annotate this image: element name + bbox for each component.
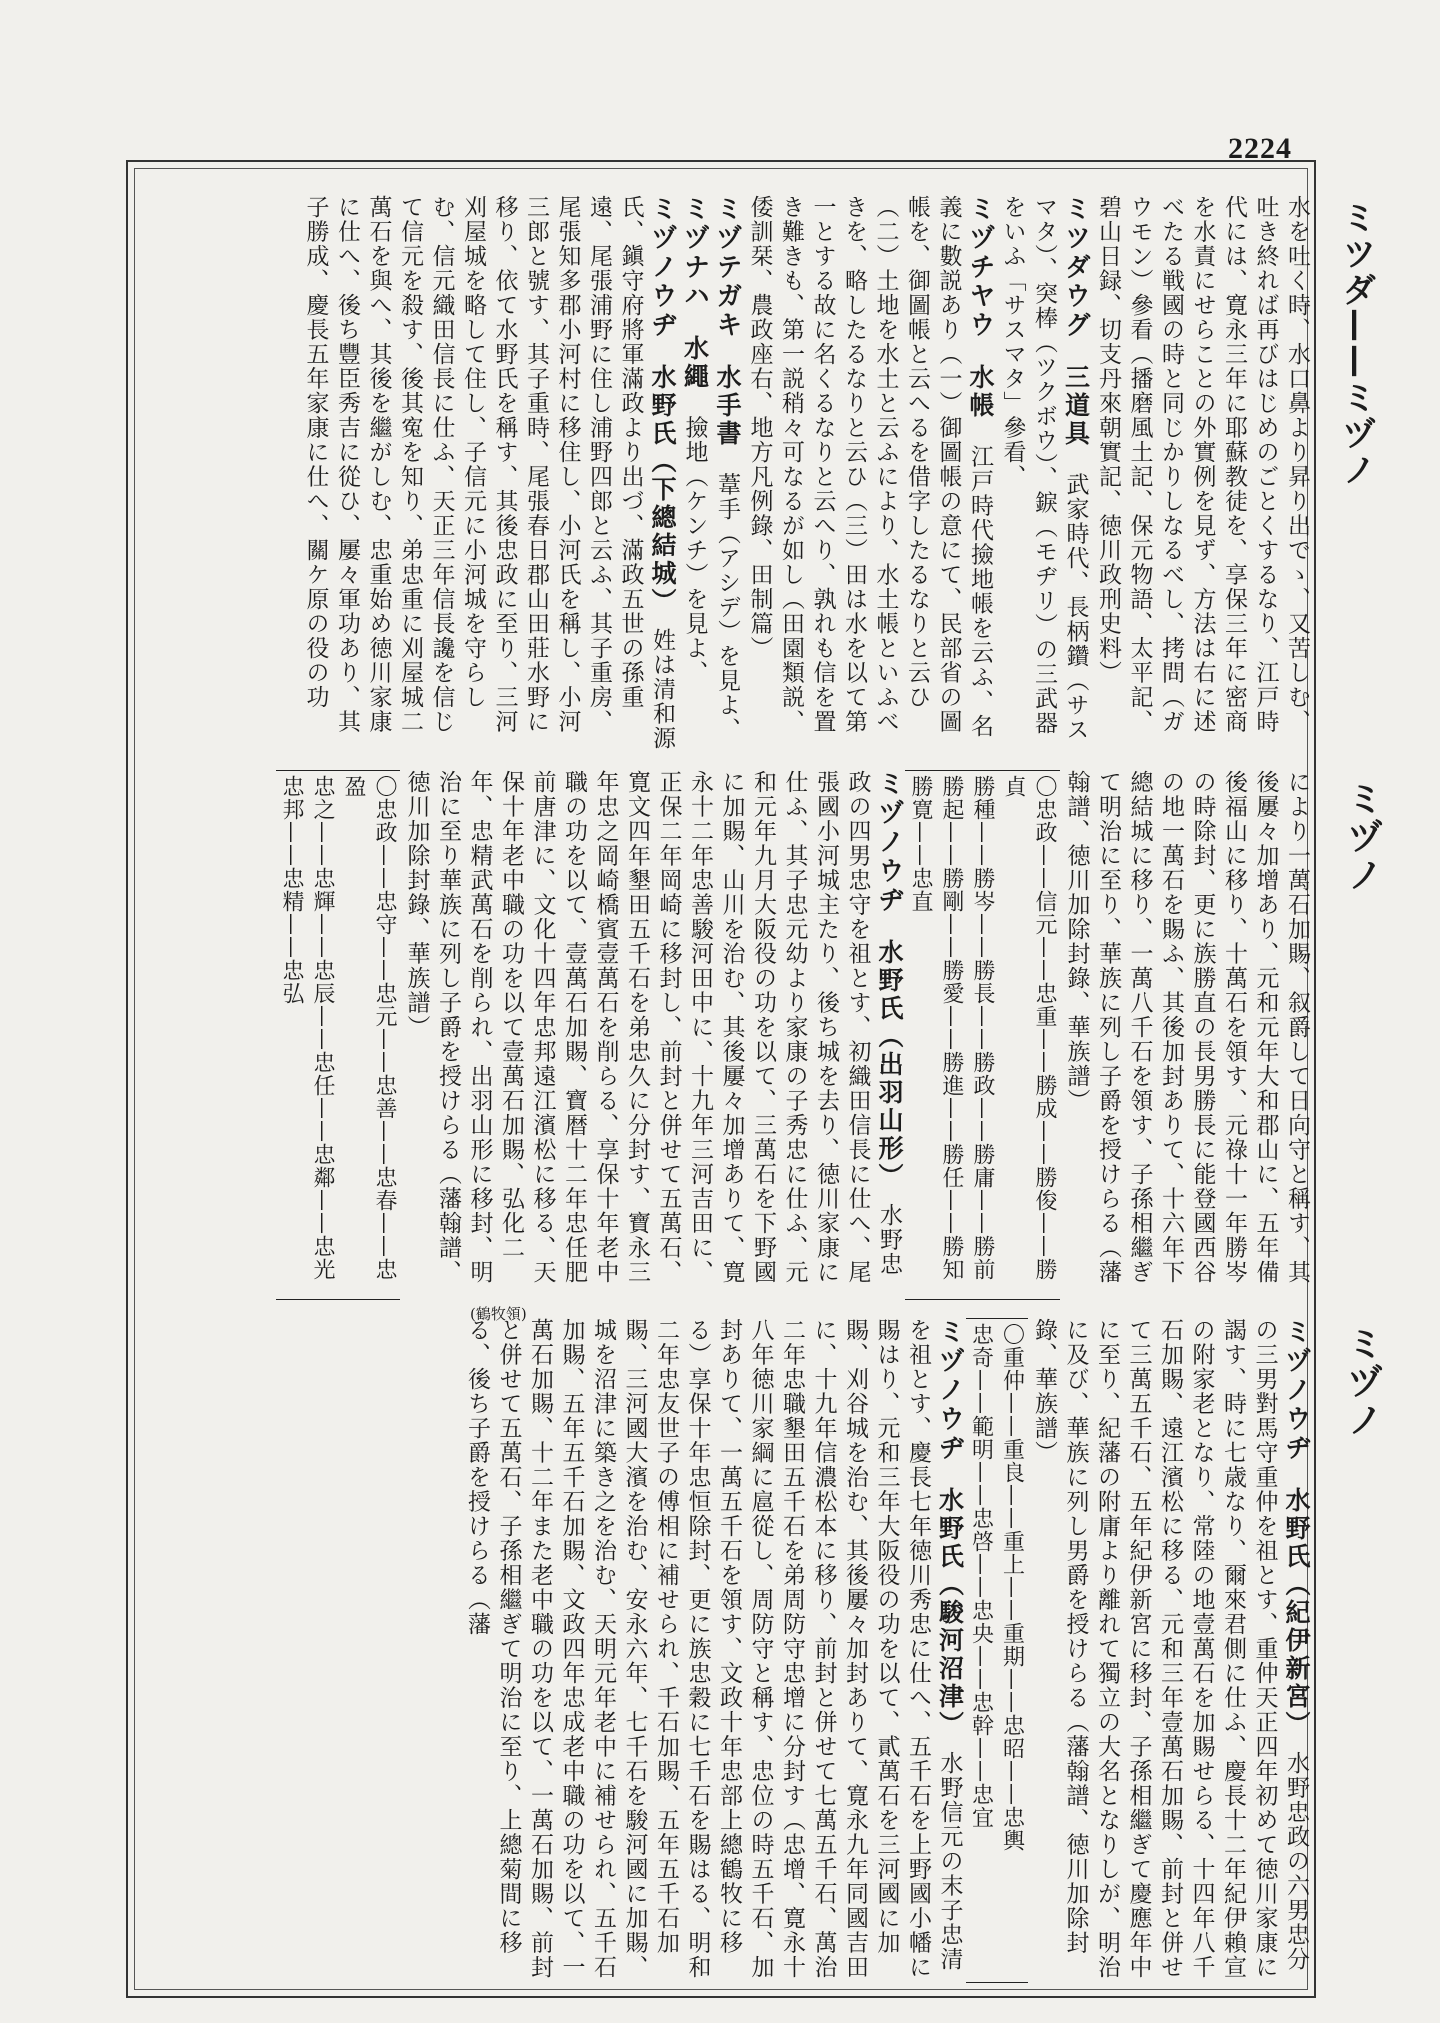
genealogy-line: 勝起——勝剛——勝愛——勝進——勝任——勝知 xyxy=(939,775,964,1281)
header-top-right: ミツダ——ミヅノ xyxy=(1336,200,1376,488)
entry-title: ミヅノウヂ xyxy=(874,770,904,915)
header-bottom-right: ミヅノ xyxy=(1342,1325,1383,1439)
entry-kanji: 水帳 xyxy=(966,364,995,420)
entry-title: ミヅノウヂ xyxy=(647,195,677,340)
genealogy-yamagata xyxy=(276,770,400,1300)
entry-kanji: 水野氏（駿河沼津） xyxy=(935,1487,965,1727)
bottom-text-block xyxy=(272,1318,1312,1983)
page-number: 2224 xyxy=(1228,132,1292,165)
entry-text: 武家時代、長柄鑽（サスマタ）、突棒（ツクボウ）、錑（モヂリ）の三武器をいふ「サスマタ」參看、 xyxy=(999,195,1089,742)
entry-kanji: 水野氏（紀伊新宮） xyxy=(1282,1487,1311,1727)
entry-text: 水野信元の末子忠清を祖とす、慶長七年徳川秀忠に仕へ、五千石を上野國小幡に賜はり、元和三年大阪役の功を以て、貳萬石を三河國に加賜、刈谷城を治む、其後屢々加封ありて、寛永九年同國吉田に、十九年信濃松本に移り、前封と併せて七萬五千石、萬治二年忠職墾田五千石を弟周防守忠增に分封す（忠增、寛永十八年徳川家綱に扈從し、周防守と稱す、忠位の時五千石、加封ありて、一萬五千石を領す、文政十年忠部上總鶴牧に移る）享保十年忠恒除封、更に族忠穀に七千石を賜はる、明和二年忠友世子の傅相に補せられ、千石加賜、五年五千石加賜、三河國大濱を治む、安永六年、七千石を駿河國に加賜、城を沼津に築き之を治む、天明元年老中に補せられ、五千石加賜、五年五千石加賜、文政四年忠成老中職の功を以て、一萬石加賜、十二年また老中職の功を以て、一萬石加賜、前封と併せて五萬石、子孫相繼ぎて明治に至り、上總菊間に移る、後ち子爵を授けらる（藩 xyxy=(464,1318,963,1980)
entry-kanji: 水繩 xyxy=(680,335,710,391)
entry-mizunouji-numazu xyxy=(461,1318,966,1983)
entry-mizuchou xyxy=(743,195,996,755)
entry-text: 撿地（ケンチ）を見よ、 xyxy=(681,415,708,685)
genealogy-line: 忠邦——忠精——忠弘 xyxy=(279,775,304,1005)
entry-title: ミヅテガキ xyxy=(712,195,742,340)
entry-mizunouji-shingu xyxy=(1028,1318,1313,1983)
entry-text: 水野忠政の六男忠分の三男對馬守重仲を祖とす、重仲天正四年初めて徳川家康に謁す、時に七歳なり、爾來君側に仕ふ、慶長十二年紀伊賴宣の附家老となり、常陸の地壹萬石を加賜せらる、十四年八千石加賜、遠江濱松に移る、元和三年壹萬石加賜、前封と併せて三萬五千石、五年紀伊新宮に移封、子孫相繼ぎて慶應年中に至り、紀藩の附庸より離れて獨立の大名となりしが、明治に及び、華族に列し男爵を授けらる（藩翰譜、徳川加除封錄、華族譜） xyxy=(1031,1318,1309,1980)
genealogy-line: 〇忠政——信元——忠重——勝成——勝俊——勝貞 xyxy=(1001,775,1057,1281)
genealogy-line: 〇重仲——重良——重上——重期——忠昭——忠輿 xyxy=(999,1323,1025,1852)
margin-note: (鶴牧領) xyxy=(470,1305,527,1323)
entry-kanji: 水手書 xyxy=(713,364,742,448)
entry-text: 江戸時代撿地帳を云ふ、名義に數説あり（一）御圖帳の意にて、民部省の圖帳を、御圖帳と云へるを借字したるなりと云ひ（二）土地を水土と云ふにより、水土帳といふべきを、略したるなりと云ひ（三）田は水を以て第一とする故に名くるなりと云へり、孰れも信を置き難きも、第一説稍々可なるが如し（田園類説、倭訓栞、農政座右、地方凡例錄、田制篇） xyxy=(746,195,993,739)
top-text-block xyxy=(272,195,1312,755)
entry-text: 葦手（アシデ）を見よ、 xyxy=(714,472,740,742)
entry-title: ミヅノウヂ xyxy=(934,1318,965,1463)
entry-mitsudaugu xyxy=(996,195,1092,755)
entry-title: ミヅノウヂ xyxy=(1281,1318,1311,1463)
genealogy-line: 忠之——忠輝——忠辰——忠任——忠鄰——忠光 xyxy=(310,775,335,1281)
mid-text-block xyxy=(272,770,1312,1300)
genealogy-line: 勝種——勝岑——勝長——勝政——勝庸——勝前 xyxy=(970,775,995,1281)
entry-kanji: 三道具 xyxy=(1061,364,1091,448)
genealogy-line: 〇忠政——忠守——忠元——忠善——忠春——忠盈 xyxy=(341,775,397,1281)
genealogy-line: 忠奇——範明——忠啓——忠央——忠幹——忠宜 xyxy=(968,1323,994,1829)
entry-title: ミヅナハ xyxy=(679,195,710,311)
entry-mizutegaki xyxy=(711,195,744,755)
genealogy-line: 勝寛——忠直 xyxy=(908,775,933,913)
top-continuation: 水を吐く時、水口鼻より昇り出でゝ、又苦しむ、吐き終れば再びはじめのごとくするなり、江戸時代には、寛永三年に耶蘇教徒を、享保三年に密商を水責にせらことの外實例を見ず、方法は右に述べたる戦國の時と同じかりしなるべし、拷問（ガウモン）參看（播磨風土記、保元物語、太平記、碧山日録、切支丹來朝實記、徳川政刑史料） xyxy=(1095,195,1310,734)
header-mid-right: ミヅノ xyxy=(1342,780,1383,894)
entry-kanji: 水野氏（出羽山形） xyxy=(875,939,904,1179)
mid-continuation: により一萬石加賜、叙爵して日向守と稱す、其後屢々加增あり、元和元年大和郡山に、五年備後福山に移り、十萬石を領す、元祿十一年勝岑の時除封、更に族勝直の長男勝長に能登國西谷の地一萬石を賜ふ、其後加封ありて、十六年下總結城に移り、一萬八千石を領す、子孫相繼ぎて明治に至り、華族に列し子爵を授けらる（藩翰譜、徳川加除封錄、華族譜） xyxy=(1063,770,1310,1285)
entry-mizunawa xyxy=(678,195,711,755)
entry-text: 姓は清和源氏、鎭守府將軍滿政より出づ、滿政五世の孫重遠、尾張浦野に住し浦野四郎と云ふ、其子重房、尾張知多郡小河村に移住し、小河氏を稱し、小河三郎と號す、其子重時、尾張春日郡山田莊水野に移り、依て水野氏を稱す、其後忠政に至り、三河刈屋城を略して住し、子信元に小河城を守らしむ、信元織田信長に仕ふ、天正三年信長讒を信じて信元を殺す、後其寃を知り、弟忠重に刈屋城二萬石を與へ、其後を繼がしむ、忠重始め徳川家康に仕へ、後ち豐臣秀吉に從ひ、屢々軍功あり、其子勝成、慶長五年家康に仕へ、關ケ原の役の功 xyxy=(302,195,675,751)
entry-mizunouji-yamagata xyxy=(400,770,905,1300)
entry-mizunouji-yuki xyxy=(299,195,678,755)
genealogy-shingu xyxy=(966,1318,1028,1983)
entry-text: 水野忠政の四男忠守を祖とす、初織田信長に仕へ、尾張國小河城主たり、後ち城を去り、徳川家康に仕ふ、其子忠元幼より家康の子秀忠に仕ふ、元和元年九月大阪役の功を以て、三萬石を下野國に加賜、山川を治む、其後屢々加增ありて、寛永十二年忠善駿河田中に、十九年三河吉田に、正保二年岡崎に移封し、前封と併せて五萬石、寛文四年墾田五千石を弟忠久に分封す、寶永三年忠之岡崎橋賓壹萬石を削らる、享保十年老中職の功を以て、壹萬石加賜、寶暦十二年忠任肥前唐津に、文化十四年忠邦遠江濱松に移る、天保十年老中職の功を以て壹萬石加賜、弘化二年、忠精武萬石を削られ、出羽山形に移封、明治に至り華族に列し子爵を授けらる（藩翰譜、徳川加除封錄、華族譜） xyxy=(403,770,902,1285)
entry-kanji: 水野氏（下總結城） xyxy=(648,364,677,604)
genealogy-yuki xyxy=(905,770,1060,1300)
entry-title: ミツダウグ xyxy=(1060,195,1091,340)
entry-title: ミヅチヤウ xyxy=(965,195,995,340)
